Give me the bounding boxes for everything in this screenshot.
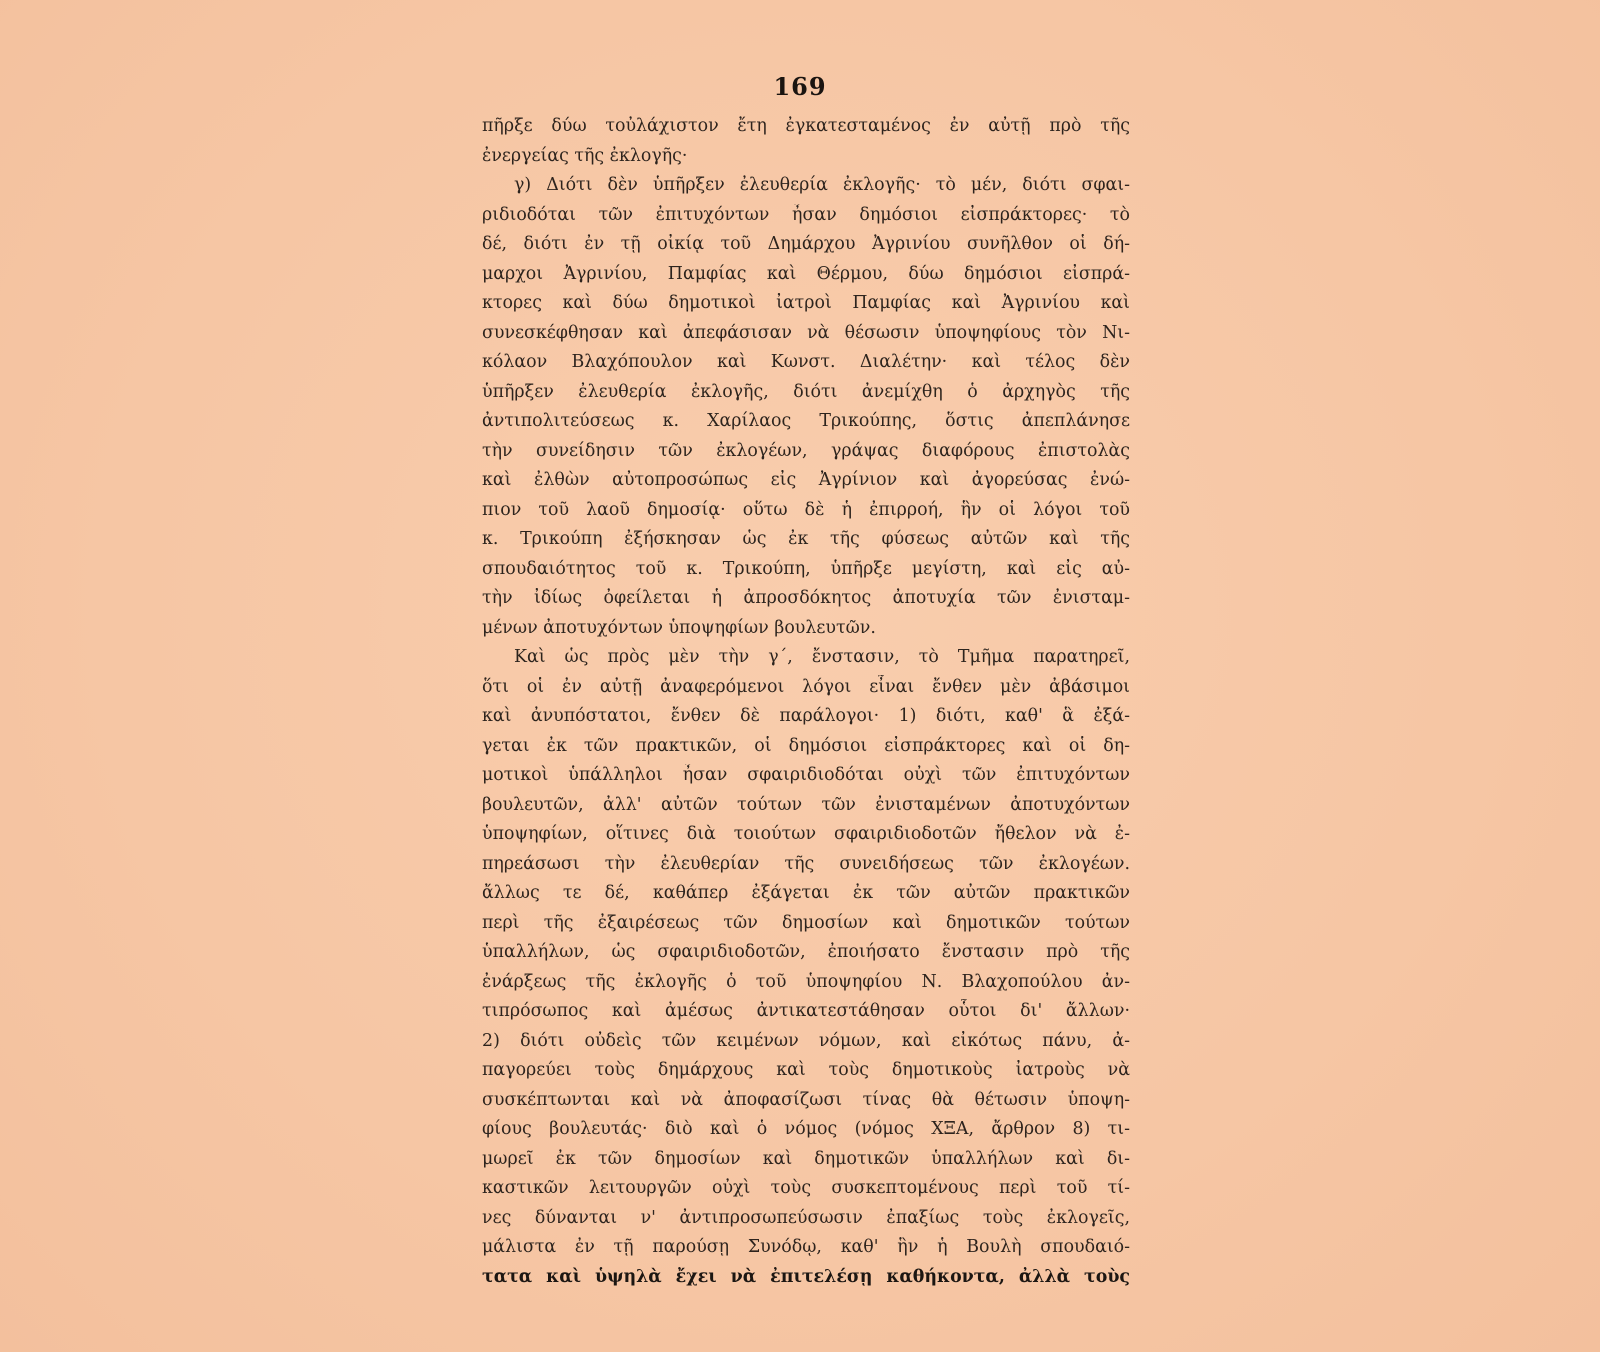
paragraph-start-line: γ) Διότι δὲν ὑπῆρξεν ἐλευθερία ἐκλογῆς· τὸ μέν, διότι σφαι- [514, 175, 1130, 195]
text-line: ἄλλως τε δέ, καθάπερ ἐξάγεται ἐκ τῶν αὐτῶν πρακτικῶν [482, 883, 1130, 903]
text-line: δέ, διότι ἐν τῇ οἰκίᾳ τοῦ Δημάρχου Ἀγρινίου συνῆλθον οἱ δή- [482, 234, 1130, 254]
text-line: ὑπαλλήλων, ὡς σφαιριδιοδοτῶν, ἐποιήσατο ἔνστασιν πρὸ τῆς [482, 942, 1130, 962]
text-line: μοτικοὶ ὑπάλληλοι ἦσαν σφαιριδιοδόται οὐχὶ τῶν ἐπιτυχόντων [482, 765, 1130, 785]
text-line: τὴν ἰδίως ὀφείλεται ἡ ἀπροσδόκητος ἀποτυχία τῶν ἐνισταμ- [482, 588, 1130, 608]
text-line: μάλιστα ἐν τῇ παρούσῃ Συνόδῳ, καθ' ἣν ἡ Βουλὴ σπουδαιό- [482, 1237, 1130, 1257]
text-line: περὶ τῆς ἐξαιρέσεως τῶν δημοσίων καὶ δημοτικῶν τούτων [482, 912, 1130, 933]
text-line: γεται ἐκ τῶν πρακτικῶν, οἱ δημόσιοι εἰσπράκτορες καὶ οἱ δη- [482, 735, 1130, 756]
text-line: συσκέπτωνται καὶ νὰ ἀποφασίζωσι τίνας θὰ θέτωσιν ὑποψη- [482, 1089, 1130, 1110]
text-line: πῆρξε δύω τοὐλάχιστον ἔτη ἐγκατεσταμένος ἐν αὐτῇ πρὸ τῆς [482, 116, 1130, 136]
text-line: τατα καὶ ὑψηλὰ ἔχει νὰ ἐπιτελέσῃ καθήκοντα, ἀλλὰ τοὺς [482, 1266, 1130, 1287]
text-line: κ. Τρικούπη ἐξήσκησαν ὡς ἐκ τῆς φύσεως αὐτῶν καὶ τῆς [482, 529, 1130, 549]
text-line: πιον τοῦ λαοῦ δημοσίᾳ· οὕτω δὲ ἡ ἐπιρροή, ἣν οἱ λόγοι τοῦ [482, 499, 1130, 520]
text-line: ἐνάρξεως τῆς ἐκλογῆς ὁ τοῦ ὑποψηφίου Ν. Βλαχοπούλου ἀν- [482, 971, 1130, 992]
text-line: νες δύνανται ν' ἀντιπροσωπεύσωσιν ἐπαξίως τοὺς ἐκλογεῖς, [482, 1207, 1130, 1228]
text-line: μωρεῖ ἐκ τῶν δημοσίων καὶ δημοτικῶν ὑπαλλήλων καὶ δι- [482, 1148, 1130, 1169]
body-text [482, 112, 1130, 1292]
text-line: κόλαον Βλαχόπουλον καὶ Κωνστ. Διαλέτην· καὶ τέλος δὲν [482, 352, 1130, 372]
page-number: 169 [773, 72, 827, 101]
paragraph-start-line: Καὶ ὡς πρὸς μὲν τὴν γ΄, ἔνστασιν, τὸ Τμῆμα παρατηρεῖ, [514, 647, 1130, 667]
text-line: 2) διότι οὐδεὶς τῶν κειμένων νόμων, καὶ εἰκότως πάνυ, ἀ- [482, 1030, 1130, 1051]
text-line: ὑπῆρξεν ἐλευθερία ἐκλογῆς, διότι ἀνεμίχθη ὁ ἀρχηγὸς τῆς [482, 381, 1130, 402]
text-line: καὶ ἐλθὼν αὐτοπροσώπως εἰς Ἀγρίνιον καὶ ἀγορεύσας ἐνώ- [482, 470, 1130, 490]
text-line: τὴν συνείδησιν τῶν ἐκλογέων, γράψας διαφόρους ἐπιστολὰς [482, 440, 1130, 461]
text-line: ὅτι οἱ ἐν αὐτῇ ἀναφερόμενοι λόγοι εἶναι ἔνθεν μὲν ἀβάσιμοι [482, 676, 1130, 697]
text-line: σπουδαιότητος τοῦ κ. Τρικούπη, ὑπῆρξε μεγίστη, καὶ εἰς αὐ- [482, 558, 1130, 579]
text-line: παγορεύει τοὺς δημάρχους καὶ τοὺς δημοτικοὺς ἰατροὺς νὰ [482, 1060, 1130, 1080]
text-line: καὶ ἀνυπόστατοι, ἔνθεν δὲ παράλογοι· 1) διότι, καθ' ἃ ἐξά- [482, 706, 1130, 726]
text-line: καστικῶν λειτουργῶν οὐχὶ τοὺς συσκεπτομένους περὶ τοῦ τί- [482, 1178, 1130, 1198]
text-line: πηρεάσωσι τὴν ἐλευθερίαν τῆς συνειδήσεως τῶν ἐκλογέων. [482, 853, 1130, 874]
text-line: κτορες καὶ δύω δημοτικοὶ ἰατροὶ Παμφίας καὶ Ἀγρινίου καὶ [482, 293, 1130, 313]
text-line: φίους βουλευτάς· διὸ καὶ ὁ νόμος (νόμος ΧΞΑ, ἄρθρον 8) τι- [482, 1119, 1130, 1139]
text-line: συνεσκέφθησαν καὶ ἀπεφάσισαν νὰ θέσωσιν ὑποψηφίους τὸν Νι- [482, 322, 1130, 343]
text-line: ἐνεργείας τῆς ἐκλογῆς· [482, 145, 688, 166]
text-line: ὑποψηφίων, οἵτινες διὰ τοιούτων σφαιριδιοδοτῶν ἤθελον νὰ ἐ- [482, 824, 1130, 844]
text-line: μένων ἀποτυχόντων ὑποψηφίων βουλευτῶν. [482, 617, 876, 638]
text-line: μαρχοι Ἀγρινίου, Παμφίας καὶ Θέρμου, δύω δημόσιοι εἰσπρά- [482, 263, 1130, 284]
text-line: ἀντιπολιτεύσεως κ. Χαρίλαος Τρικούπης, ὅστις ἀπεπλάνησε [482, 411, 1130, 431]
text-line: βουλευτῶν, ἀλλ' αὐτῶν τούτων τῶν ἐνισταμένων ἀποτυχόντων [482, 794, 1130, 815]
text-line: τιπρόσωπος καὶ ἀμέσως ἀντικατεστάθησαν οὗτοι δι' ἄλλων· [482, 1001, 1130, 1021]
text-line: ριδιοδόται τῶν ἐπιτυχόντων ἦσαν δημόσιοι εἰσπράκτορες· τὸ [482, 204, 1130, 225]
